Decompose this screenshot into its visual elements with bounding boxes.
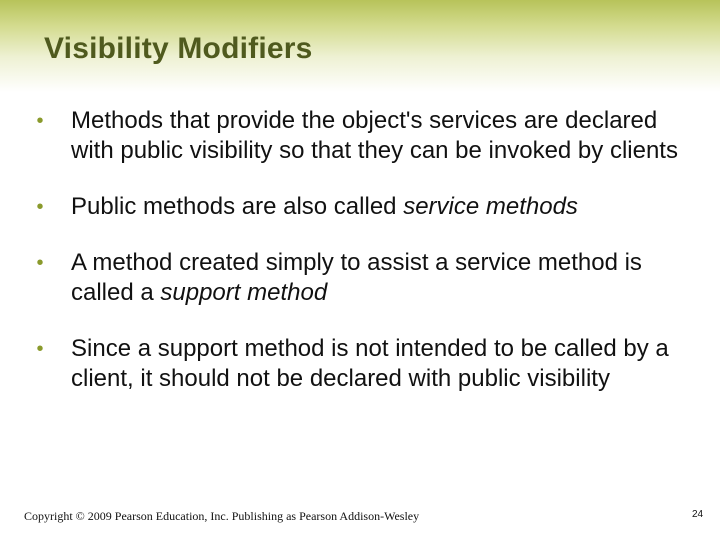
bullet-text: Since a support method is not intended to be called by a client, it should not be declared with public visibility [71, 335, 669, 392]
bullet-marker: • [36, 252, 44, 274]
bullet-emphasis: support method [160, 279, 328, 306]
bullet-item [30, 248, 680, 308]
bullet-marker: • [36, 196, 44, 218]
bullet-emphasis: service methods [403, 193, 578, 220]
bullet-list [30, 106, 680, 420]
bullet-text: Public methods are also called [71, 193, 404, 220]
slide-title: Visibility Modifiers [44, 32, 313, 65]
bullet-item [30, 334, 680, 394]
page-number: 24 [692, 509, 704, 520]
bullet-marker: • [36, 110, 44, 132]
bullet-text: Methods that provide the object's services are declared with public visibility so that they can be invoked by clients [71, 107, 678, 164]
bullet-text: A method created simply to assist a service method is called a [71, 249, 642, 306]
bullet-item [30, 192, 680, 222]
bullet-marker: • [36, 338, 44, 360]
bullet-item [30, 106, 680, 166]
copyright-footer: Copyright © 2009 Pearson Education, Inc. Publishing as Pearson Addison-Wesley [24, 509, 420, 523]
